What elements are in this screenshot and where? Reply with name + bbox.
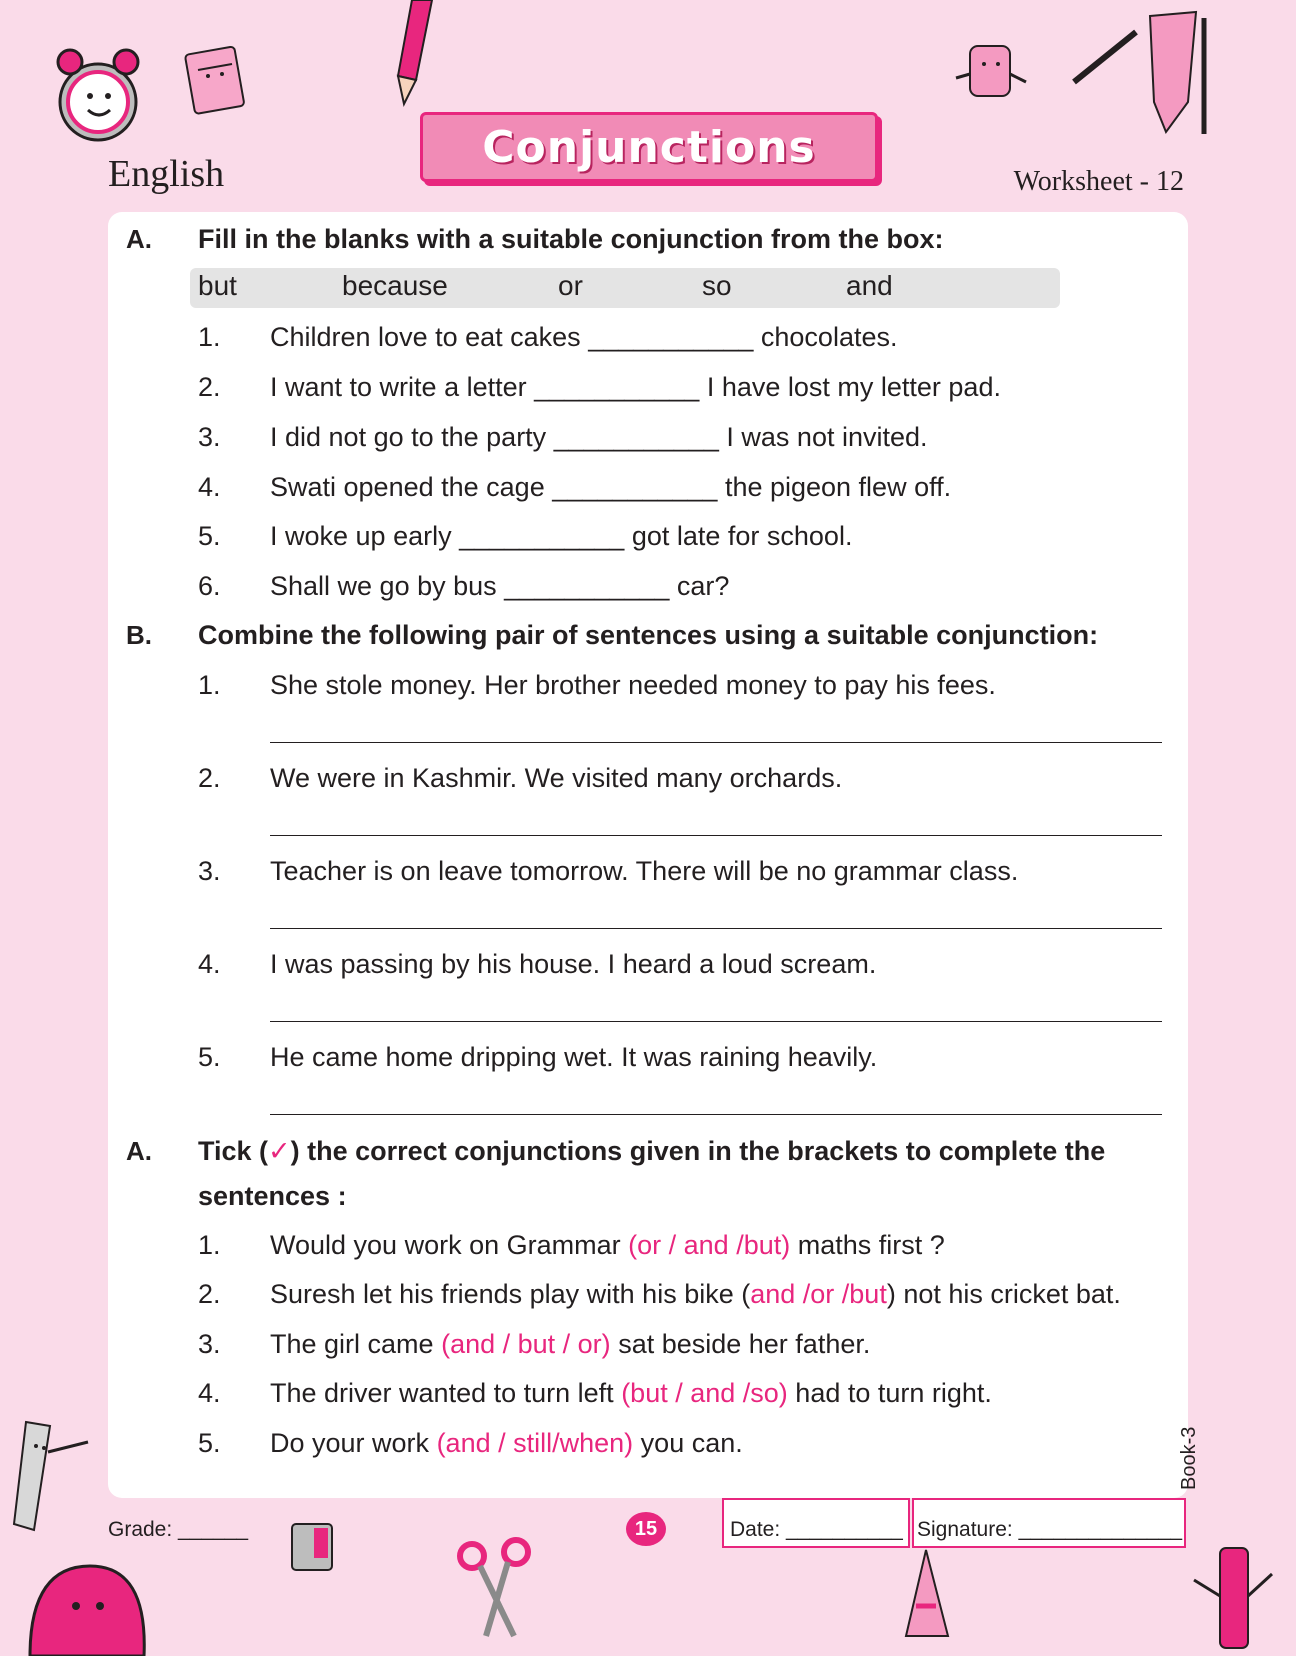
date-field[interactable]: Date: __________ [730, 1518, 903, 1541]
ruler-icon [10, 1412, 100, 1532]
fill-blank-sentence: Children love to eat cakes ___________ chocolates. [270, 322, 898, 352]
page-number: 15 [626, 1512, 666, 1546]
answer-line[interactable] [270, 1114, 1162, 1115]
item-number: 2. [198, 372, 221, 402]
subject-label: English [108, 153, 225, 195]
blank-field[interactable]: ___________ [553, 422, 719, 452]
tick-icon: ✓ [268, 1136, 291, 1166]
item-number: 1. [198, 322, 221, 352]
worksheet-number: Worksheet - 12 [1013, 166, 1184, 197]
combine-sentence: He came home dripping wet. It was raining heavily. [270, 1042, 878, 1072]
pencil-icon [382, 0, 442, 110]
combine-sentence: She stole money. Her brother needed money to pay his fees. [270, 670, 996, 700]
blank-field[interactable]: ___________ [552, 472, 718, 502]
word-box-item: but [198, 270, 237, 301]
eraser-icon [946, 38, 1036, 118]
section-c-heading-cont: sentences : [198, 1181, 347, 1211]
item-number: 3. [198, 856, 221, 886]
tick-sentence: The driver wanted to turn left (but / and /so) had to turn right. [270, 1378, 992, 1408]
conjunction-options[interactable]: and /or /but [750, 1279, 887, 1309]
item-number: 5. [198, 521, 221, 551]
word-box-item: or [558, 270, 583, 301]
combine-sentence: We were in Kashmir. We visited many orchards. [270, 763, 843, 793]
book-label: Book-3 [1178, 1426, 1200, 1490]
fill-blank-sentence: Shall we go by bus ___________ car? [270, 571, 730, 601]
page-title: Conjunctions [482, 121, 816, 173]
blank-field[interactable]: ___________ [534, 372, 700, 402]
item-number: 2. [198, 1279, 221, 1309]
answer-line[interactable] [270, 835, 1162, 836]
tick-sentence: Would you work on Grammar (or / and /but) maths first ? [270, 1230, 945, 1260]
item-number: 6. [198, 571, 221, 601]
pen-character-icon [1190, 1540, 1280, 1656]
section-b-heading: Combine the following pair of sentences using a suitable conjunction: [198, 620, 1099, 650]
blank-field[interactable]: ___________ [459, 521, 625, 551]
tick-sentence: The girl came (and / but / or) sat beside her father. [270, 1329, 871, 1359]
fill-blank-sentence: I woke up early ___________ got late for school. [270, 521, 853, 551]
crayon-icon [886, 1546, 966, 1656]
section-c-heading: Tick (✓) the correct conjunctions given in the brackets to complete the [198, 1136, 1106, 1166]
word-box-item: because [342, 270, 448, 301]
combine-sentence: Teacher is on leave tomorrow. There will be no grammar class. [270, 856, 1019, 886]
alarm-clock-icon [52, 40, 152, 150]
section-b-letter: B. [126, 620, 152, 650]
blank-field[interactable]: ___________ [504, 571, 670, 601]
word-box [190, 268, 1060, 308]
sharpener-icon [284, 1516, 344, 1582]
fill-blank-sentence: Swati opened the cage ___________ the pigeon flew off. [270, 472, 952, 502]
section-a-heading: Fill in the blanks with a suitable conjunction from the box: [198, 224, 944, 254]
fill-blank-sentence: I did not go to the party ___________ I was not invited. [270, 422, 928, 452]
conjunction-options[interactable]: (and / but / or) [441, 1329, 611, 1359]
notepad-icon [176, 42, 256, 122]
tick-sentence: Suresh let his friends play with his bike (and /or /but) not his cricket bat. [270, 1279, 1121, 1309]
section-c-letter: A. [126, 1136, 152, 1166]
answer-line[interactable] [270, 1021, 1162, 1022]
signature-field[interactable]: Signature: ______________ [917, 1518, 1183, 1541]
word-box-item: so [702, 270, 732, 301]
item-number: 5. [198, 1428, 221, 1458]
item-number: 4. [198, 1378, 221, 1408]
combine-sentence: I was passing by his house. I heard a loud scream. [270, 949, 877, 979]
scissors-icon [456, 1536, 536, 1640]
blank-field[interactable]: ___________ [588, 322, 754, 352]
item-number: 4. [198, 472, 221, 502]
word-box-item: and [846, 270, 893, 301]
item-number: 1. [198, 1230, 221, 1260]
grade-field[interactable]: Grade: ______ [108, 1518, 249, 1541]
section-a-letter: A. [126, 224, 152, 254]
item-number: 2. [198, 763, 221, 793]
pencil-character-icon [1070, 6, 1210, 136]
conjunction-options[interactable]: (or / and /but) [628, 1230, 791, 1260]
conjunction-options[interactable]: (but / and /so) [621, 1378, 788, 1408]
tick-sentence: Do your work (and / still/when) you can. [270, 1428, 743, 1458]
item-number: 1. [198, 670, 221, 700]
item-number: 4. [198, 949, 221, 979]
bag-icon [20, 1536, 150, 1656]
conjunction-options[interactable]: (and / still/when) [436, 1428, 634, 1458]
item-number: 3. [198, 422, 221, 452]
answer-line[interactable] [270, 742, 1162, 743]
fill-blank-sentence: I want to write a letter ___________ I have lost my letter pad. [270, 372, 1001, 402]
item-number: 5. [198, 1042, 221, 1072]
title-banner [420, 112, 878, 182]
answer-line[interactable] [270, 928, 1162, 929]
item-number: 3. [198, 1329, 221, 1359]
